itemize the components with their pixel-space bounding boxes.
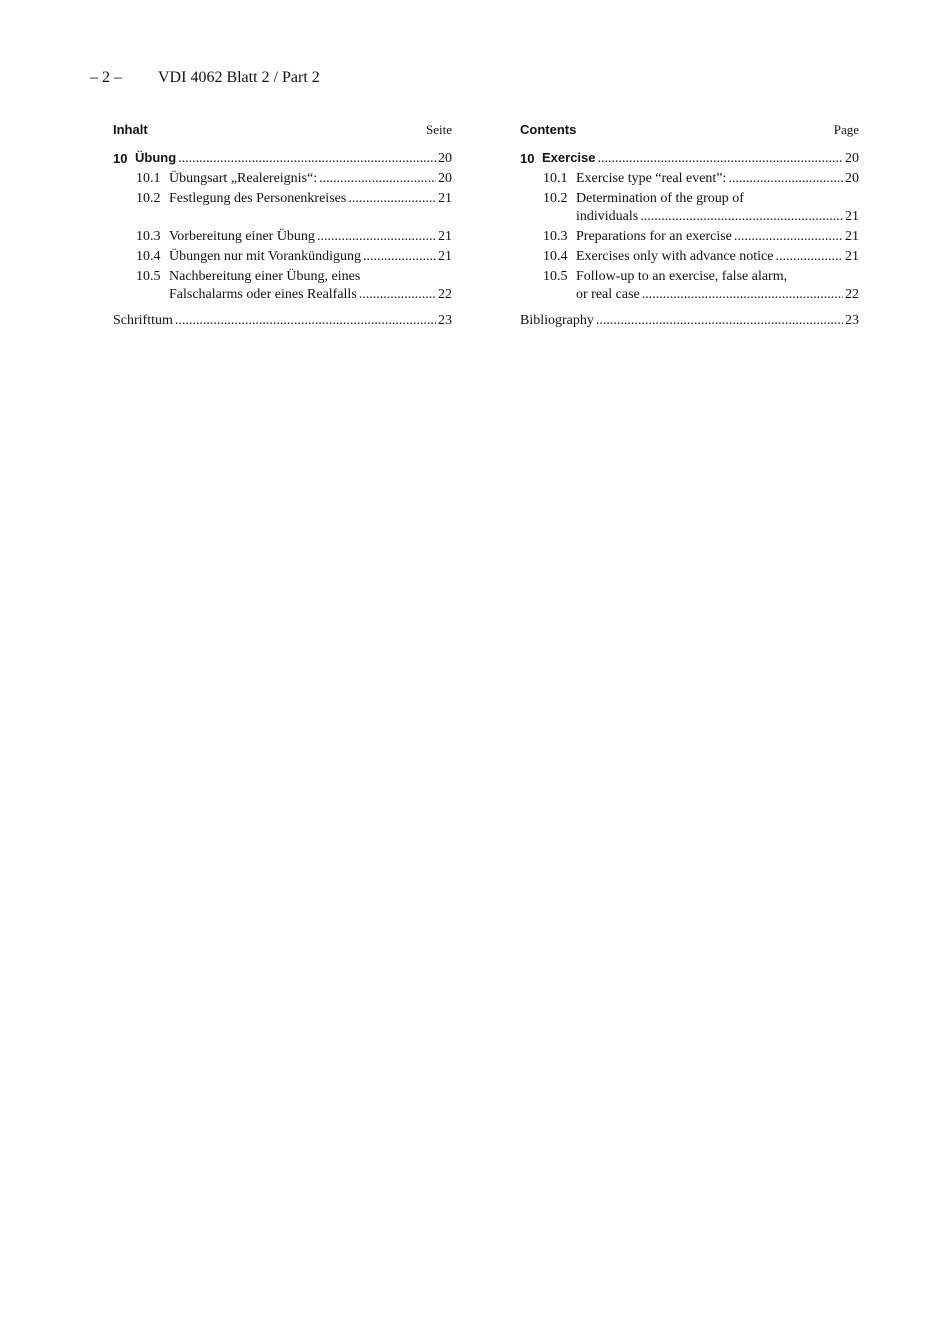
toc-entry-10-3[interactable] bbox=[113, 228, 452, 246]
toc-entry-10-1[interactable] bbox=[520, 170, 859, 188]
toc-entry-bibliography[interactable] bbox=[113, 312, 452, 330]
toc-entry-number: 10.2 bbox=[543, 191, 568, 206]
toc-entry-title: Festlegung des Personenkreises bbox=[169, 191, 347, 206]
toc-entry-number: 10.5 bbox=[543, 269, 568, 284]
toc-entry-10-2[interactable] bbox=[113, 190, 452, 208]
toc-entry-page: 21 bbox=[438, 249, 452, 264]
dot-leader bbox=[348, 190, 436, 208]
toc-entry-page: 21 bbox=[845, 249, 859, 264]
dot-leader bbox=[178, 150, 436, 168]
toc-entry-number: 10.4 bbox=[136, 249, 161, 264]
toc-entry-page: 21 bbox=[845, 209, 859, 224]
toc-entry-title: Exercises only with advance notice bbox=[576, 249, 774, 264]
toc-english bbox=[520, 121, 859, 330]
toc-german-header bbox=[113, 121, 452, 143]
toc-entry-number: 10 bbox=[113, 151, 128, 166]
toc-entry-page: 22 bbox=[845, 287, 859, 302]
toc-entry-title-line1: Follow-up to an exercise, false alarm, bbox=[576, 269, 788, 284]
toc-entry-10-5[interactable] bbox=[113, 268, 452, 304]
page-header bbox=[90, 69, 320, 87]
toc-entry-number: 10.3 bbox=[543, 229, 568, 244]
toc-entry-page: 23 bbox=[845, 313, 859, 328]
toc-entry-10-5[interactable] bbox=[520, 268, 859, 304]
toc-entry-page: 21 bbox=[845, 229, 859, 244]
toc-entry-page: 22 bbox=[438, 287, 452, 302]
toc-entry-number: 10.1 bbox=[136, 171, 161, 186]
toc-entry-title: Übungsart „Realereignis“: bbox=[169, 171, 318, 186]
toc-entry-10-1[interactable] bbox=[113, 170, 452, 188]
dot-leader bbox=[175, 312, 436, 330]
toc-entry-title: Exercise bbox=[542, 150, 596, 165]
toc-entry-chapter-10[interactable] bbox=[113, 149, 452, 168]
toc-entry-page: 23 bbox=[438, 313, 452, 328]
toc-entry-page: 20 bbox=[438, 151, 452, 166]
toc-entry-10-3[interactable] bbox=[520, 228, 859, 246]
toc-entry-page: 20 bbox=[845, 151, 859, 166]
toc-entry-title-line2: Falschalarms oder eines Realfalls bbox=[169, 287, 357, 302]
dot-leader bbox=[734, 228, 843, 246]
toc-entry-title-line2: individuals bbox=[576, 209, 639, 224]
toc-entry-10-4[interactable] bbox=[113, 248, 452, 266]
toc-entry-number: 10 bbox=[520, 151, 535, 166]
toc-entry-title: Vorbereitung einer Übung bbox=[169, 229, 315, 244]
toc-entry-title: Übungen nur mit Vorankündigung bbox=[169, 249, 361, 264]
page-number: – 2 – bbox=[90, 69, 122, 86]
toc-entry-number: 10.3 bbox=[136, 229, 161, 244]
toc-entry-title: Preparations for an exercise bbox=[576, 229, 732, 244]
toc-entry-number: 10.2 bbox=[136, 191, 161, 206]
toc-english-page-label: Page bbox=[833, 122, 859, 137]
toc-english-header bbox=[520, 121, 859, 143]
toc-entry-10-4[interactable] bbox=[520, 248, 859, 266]
toc-entry-number: 10.1 bbox=[543, 171, 568, 186]
toc-german-page-label: Seite bbox=[426, 122, 452, 137]
toc-entry-page: 20 bbox=[845, 171, 859, 186]
dot-leader bbox=[596, 312, 843, 330]
toc-entry-title: Bibliography bbox=[520, 313, 594, 328]
toc-german-heading: Inhalt bbox=[113, 122, 148, 137]
toc-entry-10-2[interactable] bbox=[520, 190, 859, 226]
dot-leader bbox=[319, 170, 436, 188]
toc-entry-chapter-10[interactable] bbox=[520, 149, 859, 168]
toc-entry-page: 20 bbox=[438, 171, 452, 186]
dot-leader bbox=[317, 228, 436, 246]
toc-entry-title: Übung bbox=[135, 150, 177, 165]
toc-entry-title: Schrifttum bbox=[113, 313, 173, 328]
toc-entry-title-line2: or real case bbox=[576, 287, 640, 302]
toc-entry-page: 21 bbox=[438, 191, 452, 206]
toc-entry-title-line1: Nachbereitung einer Übung, eines bbox=[169, 269, 361, 284]
dot-leader bbox=[363, 248, 436, 266]
dot-leader bbox=[728, 170, 843, 188]
document-title: VDI 4062 Blatt 2 / Part 2 bbox=[158, 69, 320, 86]
toc-entry-number: 10.5 bbox=[136, 269, 161, 284]
toc-entry-page: 21 bbox=[438, 229, 452, 244]
toc-english-heading: Contents bbox=[520, 122, 577, 137]
toc-entry-title: Exercise type “real event”: bbox=[576, 171, 727, 186]
dot-leader bbox=[640, 208, 843, 226]
dot-leader bbox=[598, 150, 844, 168]
toc-entry-bibliography[interactable] bbox=[520, 312, 859, 330]
dot-leader bbox=[775, 248, 843, 266]
dot-leader bbox=[642, 286, 843, 304]
toc-entry-title-line1: Determination of the group of bbox=[576, 191, 744, 206]
dot-leader bbox=[359, 286, 436, 304]
toc-entry-number: 10.4 bbox=[543, 249, 568, 264]
toc-german bbox=[113, 121, 452, 330]
